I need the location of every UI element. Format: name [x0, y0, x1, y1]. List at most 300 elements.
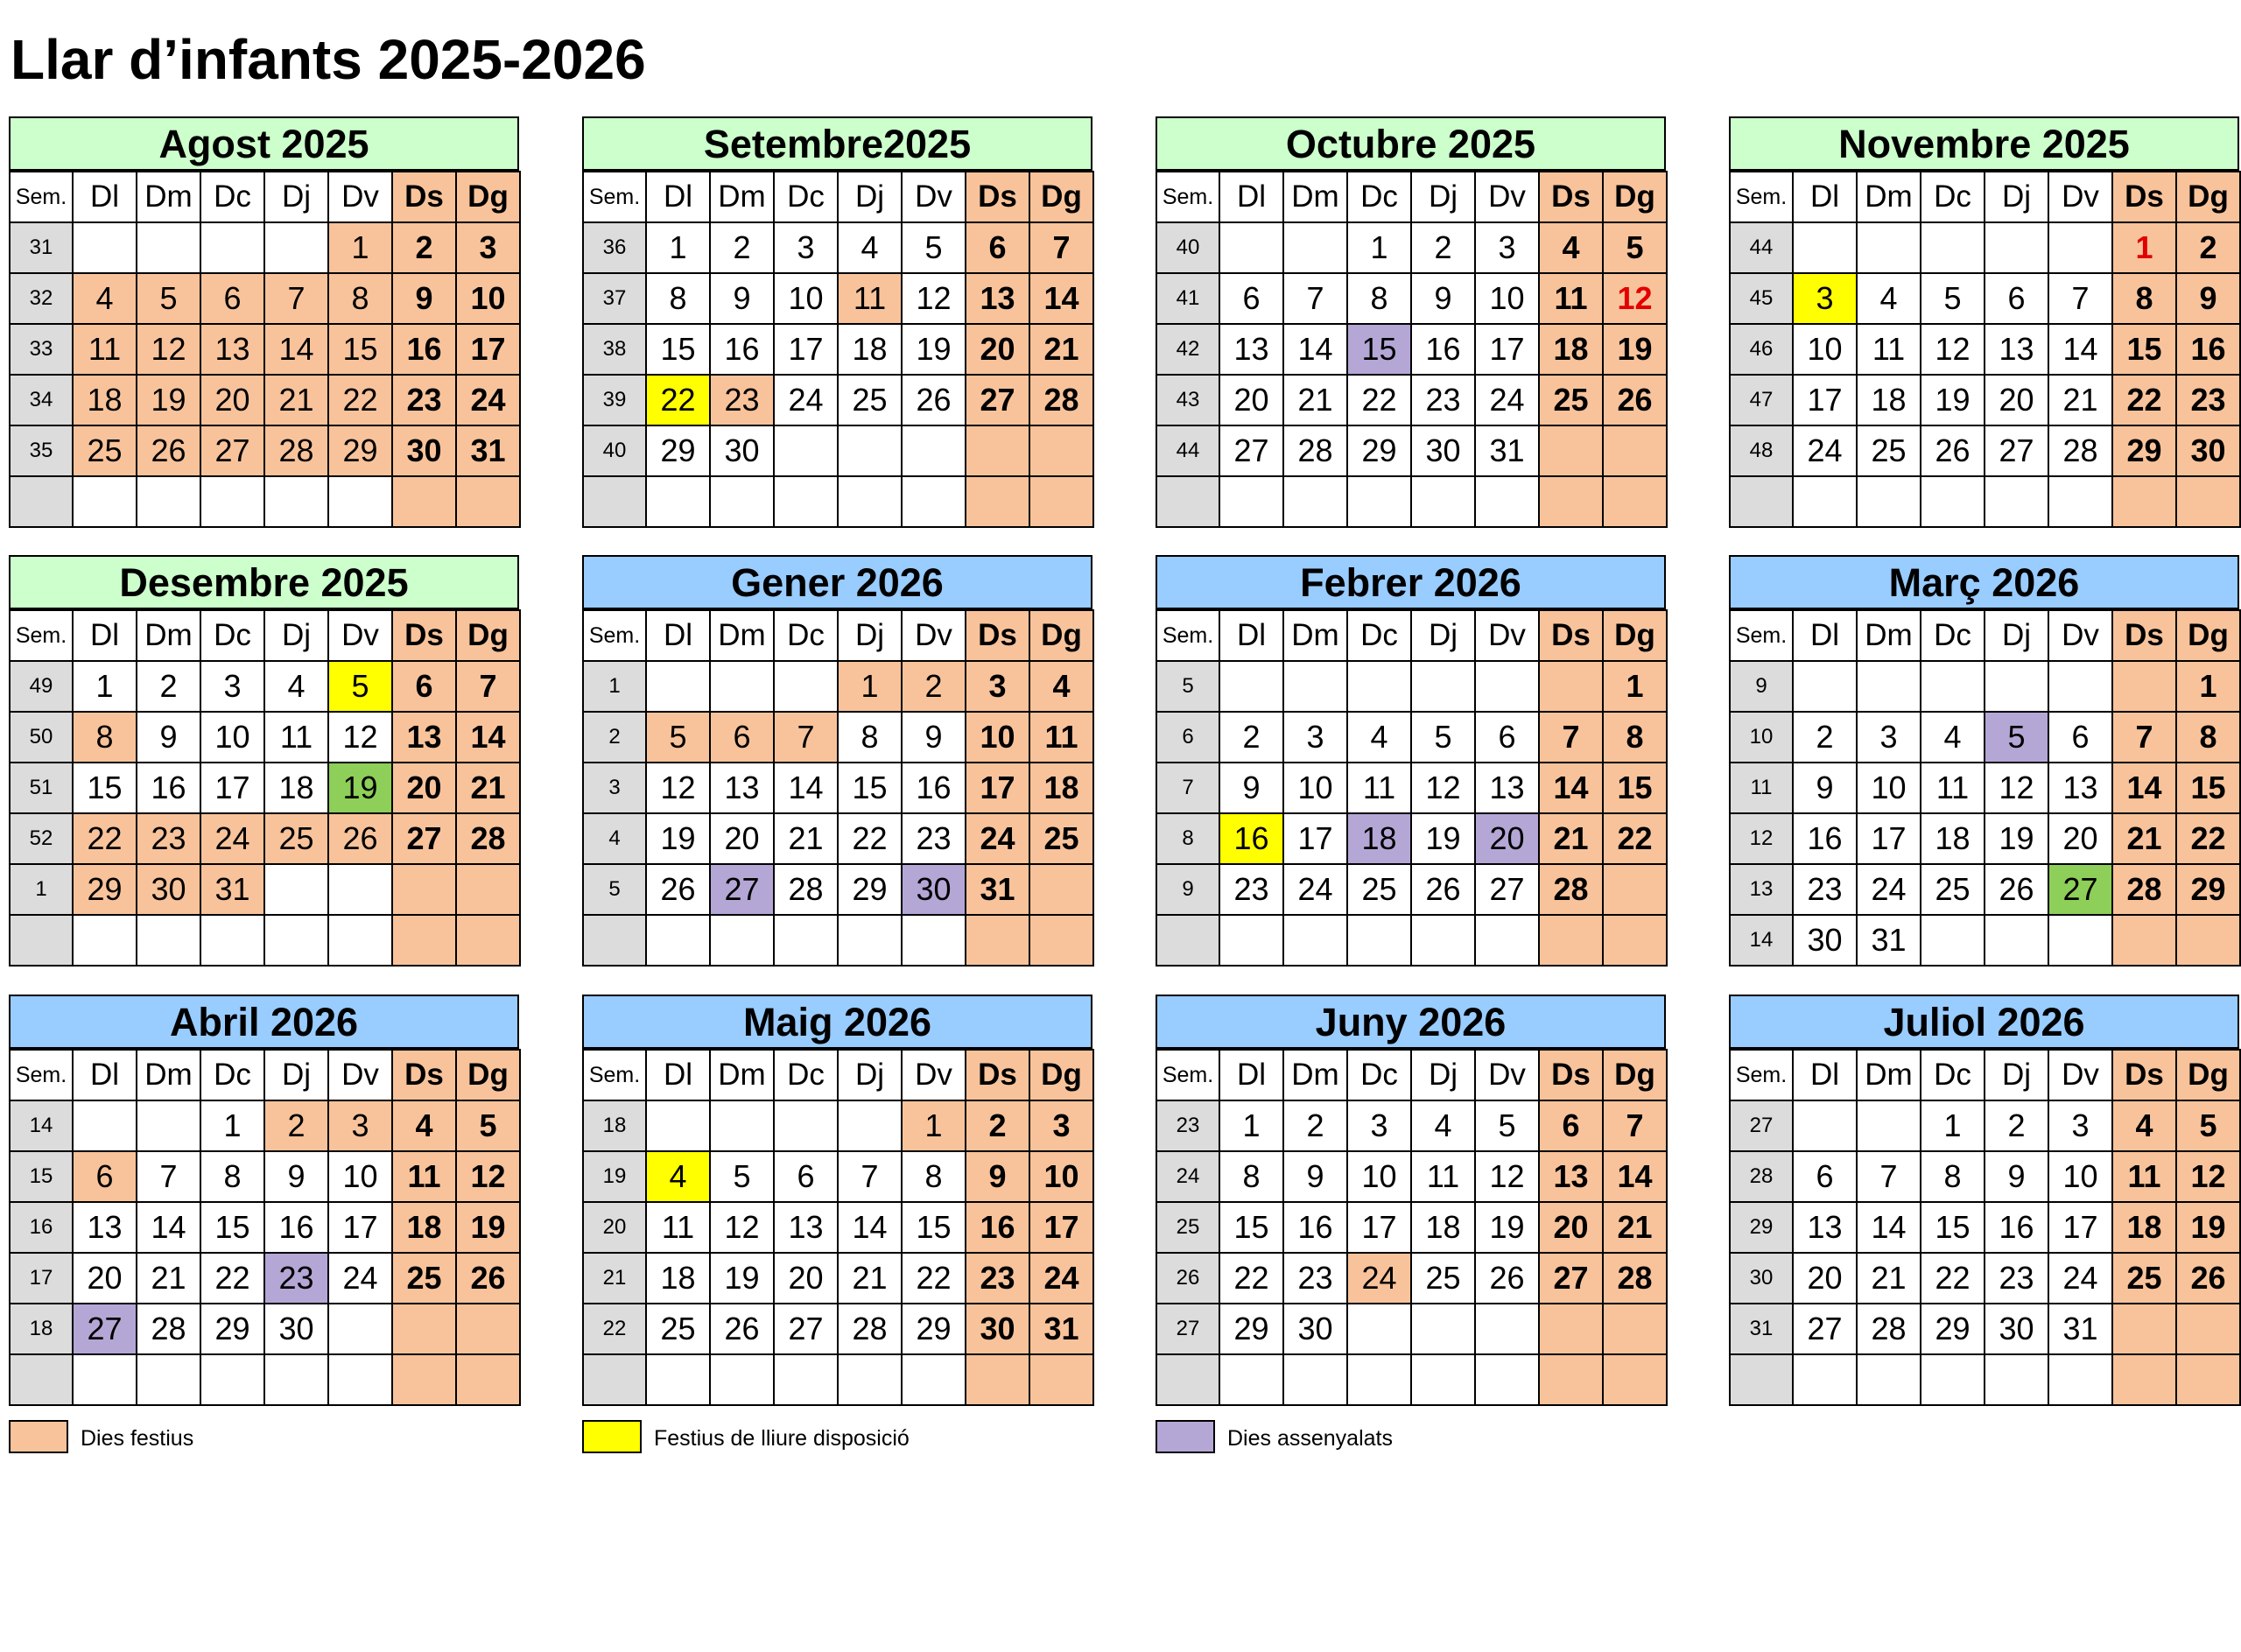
week-row — [1156, 476, 1667, 527]
day-cell: 14 — [264, 324, 328, 375]
day-cell: 6 — [966, 222, 1029, 273]
day-cell: 28 — [1283, 425, 1347, 476]
day-cell: 5 — [1985, 712, 2048, 763]
weekday-header: Dv — [2048, 172, 2112, 222]
day-cell: 1 — [1921, 1100, 1985, 1151]
week-row — [1156, 661, 1667, 712]
week-row — [1730, 375, 2240, 425]
week-row — [10, 222, 520, 273]
day-cell: 11 — [838, 273, 902, 324]
month-title: Juny 2026 — [1156, 995, 1666, 1049]
day-cell: 17 — [1347, 1202, 1411, 1253]
weekday-header-row — [1156, 1050, 1667, 1100]
day-cell: 11 — [2112, 1151, 2176, 1202]
month-days-table — [1156, 171, 1668, 528]
week-number: 8 — [1156, 813, 1219, 864]
day-cell: 30 — [902, 864, 966, 915]
day-cell: 22 — [1347, 375, 1411, 425]
week-row — [1730, 712, 2240, 763]
empty-day-cell — [1921, 1354, 1985, 1405]
day-cell: 28 — [2112, 864, 2176, 915]
week-number: 11 — [1730, 763, 1793, 813]
weekday-header: Dg — [2176, 1050, 2240, 1100]
day-cell: 17 — [328, 1202, 392, 1253]
day-cell: 18 — [646, 1253, 710, 1304]
day-cell: 2 — [1219, 712, 1283, 763]
week-number: 22 — [583, 1304, 646, 1354]
week-row — [1730, 1253, 2240, 1304]
day-cell: 26 — [902, 375, 966, 425]
day-cell: 7 — [1029, 222, 1093, 273]
empty-day-cell — [2176, 476, 2240, 527]
day-cell: 8 — [73, 712, 137, 763]
empty-day-cell — [710, 1100, 774, 1151]
week-number: 6 — [1156, 712, 1219, 763]
day-cell: 23 — [1985, 1253, 2048, 1304]
week-row — [1730, 324, 2240, 375]
day-cell: 9 — [1283, 1151, 1347, 1202]
day-cell: 16 — [2176, 324, 2240, 375]
day-cell: 27 — [1475, 864, 1539, 915]
day-cell: 15 — [1219, 1202, 1283, 1253]
empty-day-cell — [1603, 1304, 1667, 1354]
empty-day-cell — [1411, 915, 1475, 966]
empty-day-cell — [1603, 1354, 1667, 1405]
empty-day-cell — [1411, 476, 1475, 527]
day-cell: 10 — [1793, 324, 1857, 375]
weekday-header: Dv — [902, 1050, 966, 1100]
day-cell: 30 — [710, 425, 774, 476]
day-cell: 12 — [646, 763, 710, 813]
day-cell: 1 — [838, 661, 902, 712]
week-number: 23 — [1156, 1100, 1219, 1151]
day-cell: 17 — [1475, 324, 1539, 375]
empty-day-cell — [264, 864, 328, 915]
week-row — [1156, 1151, 1667, 1202]
week-number: 40 — [1156, 222, 1219, 273]
month-days-table — [9, 609, 521, 967]
day-cell: 20 — [1539, 1202, 1603, 1253]
empty-day-cell — [1219, 1354, 1283, 1405]
legend-label: Festius de lliure disposició — [654, 1426, 910, 1451]
empty-day-cell — [1283, 915, 1347, 966]
empty-day-cell — [710, 1354, 774, 1405]
day-cell: 3 — [328, 1100, 392, 1151]
month-title: Novembre 2025 — [1729, 116, 2239, 171]
day-cell: 13 — [774, 1202, 838, 1253]
day-cell: 10 — [456, 273, 520, 324]
week-number — [1156, 915, 1219, 966]
day-cell: 27 — [2048, 864, 2112, 915]
empty-day-cell — [710, 661, 774, 712]
week-number: 20 — [583, 1202, 646, 1253]
day-cell: 13 — [1985, 324, 2048, 375]
empty-day-cell — [1985, 915, 2048, 966]
day-cell: 12 — [1921, 324, 1985, 375]
weekday-header: Dj — [838, 610, 902, 661]
empty-day-cell — [774, 661, 838, 712]
week-row — [1730, 661, 2240, 712]
empty-day-cell — [73, 1100, 137, 1151]
empty-day-cell — [73, 476, 137, 527]
day-cell: 19 — [1603, 324, 1667, 375]
day-cell: 10 — [1347, 1151, 1411, 1202]
week-row — [10, 375, 520, 425]
empty-day-cell — [1219, 222, 1283, 273]
weekday-header: Dj — [1411, 610, 1475, 661]
week-row — [1156, 712, 1667, 763]
week-row — [1156, 915, 1667, 966]
empty-day-cell — [646, 915, 710, 966]
weekday-header: Dv — [328, 172, 392, 222]
empty-day-cell — [710, 915, 774, 966]
empty-day-cell — [1921, 661, 1985, 712]
day-cell: 3 — [456, 222, 520, 273]
day-cell: 20 — [966, 324, 1029, 375]
day-cell: 12 — [1603, 273, 1667, 324]
day-cell: 2 — [1793, 712, 1857, 763]
day-cell: 27 — [1985, 425, 2048, 476]
day-cell: 3 — [1029, 1100, 1093, 1151]
empty-day-cell — [2176, 1304, 2240, 1354]
week-number: 4 — [583, 813, 646, 864]
empty-day-cell — [1793, 1354, 1857, 1405]
week-number: 25 — [1156, 1202, 1219, 1253]
day-cell: 9 — [137, 712, 200, 763]
day-cell: 26 — [1411, 864, 1475, 915]
day-cell: 27 — [1219, 425, 1283, 476]
day-cell: 18 — [264, 763, 328, 813]
week-number: 27 — [1730, 1100, 1793, 1151]
empty-day-cell — [264, 222, 328, 273]
day-cell: 28 — [456, 813, 520, 864]
empty-day-cell — [1539, 476, 1603, 527]
empty-day-cell — [137, 476, 200, 527]
day-cell: 13 — [1219, 324, 1283, 375]
day-cell: 4 — [1347, 712, 1411, 763]
week-row — [583, 375, 1093, 425]
day-cell: 9 — [392, 273, 456, 324]
empty-day-cell — [137, 222, 200, 273]
day-cell: 2 — [710, 222, 774, 273]
week-number — [1156, 1354, 1219, 1405]
weekday-header: Dj — [1985, 1050, 2048, 1100]
day-cell: 27 — [1793, 1304, 1857, 1354]
week-row — [1156, 1253, 1667, 1304]
weekday-header: Dc — [1921, 610, 1985, 661]
empty-day-cell — [392, 1304, 456, 1354]
day-cell: 13 — [966, 273, 1029, 324]
day-cell: 25 — [264, 813, 328, 864]
empty-day-cell — [1029, 1354, 1093, 1405]
day-cell: 5 — [1603, 222, 1667, 273]
week-row — [1730, 1151, 2240, 1202]
day-cell: 23 — [1283, 1253, 1347, 1304]
empty-day-cell — [774, 1100, 838, 1151]
empty-day-cell — [1475, 1304, 1539, 1354]
day-cell: 8 — [1219, 1151, 1283, 1202]
day-cell: 12 — [328, 712, 392, 763]
day-cell: 29 — [73, 864, 137, 915]
day-cell: 13 — [392, 712, 456, 763]
month-days-table — [1156, 1049, 1668, 1406]
month-calendar — [1729, 555, 2239, 967]
day-cell: 5 — [902, 222, 966, 273]
day-cell: 5 — [710, 1151, 774, 1202]
day-cell: 23 — [392, 375, 456, 425]
week-row — [583, 476, 1093, 527]
week-row — [583, 712, 1093, 763]
day-cell: 19 — [328, 763, 392, 813]
day-cell: 9 — [1985, 1151, 2048, 1202]
day-cell: 6 — [1219, 273, 1283, 324]
day-cell: 21 — [1603, 1202, 1667, 1253]
week-row — [583, 915, 1093, 966]
day-cell: 29 — [838, 864, 902, 915]
week-row — [1730, 763, 2240, 813]
empty-day-cell — [1921, 222, 1985, 273]
day-cell: 30 — [966, 1304, 1029, 1354]
month-days-table — [1729, 171, 2241, 528]
day-cell: 8 — [200, 1151, 264, 1202]
week-row — [1730, 813, 2240, 864]
day-cell: 5 — [1475, 1100, 1539, 1151]
day-cell: 18 — [1029, 763, 1093, 813]
month-title: Gener 2026 — [582, 555, 1092, 609]
day-cell: 21 — [2112, 813, 2176, 864]
empty-day-cell — [838, 1100, 902, 1151]
week-number-header: Sem. — [583, 172, 646, 222]
empty-day-cell — [456, 1354, 520, 1405]
month-days-table — [1729, 1049, 2241, 1406]
day-cell: 31 — [2048, 1304, 2112, 1354]
month-days-table — [9, 171, 521, 528]
day-cell: 5 — [646, 712, 710, 763]
empty-day-cell — [838, 425, 902, 476]
weekday-header: Ds — [392, 1050, 456, 1100]
week-row — [583, 425, 1093, 476]
day-cell: 2 — [1985, 1100, 2048, 1151]
weekday-header-row — [10, 172, 520, 222]
weekday-header: Dg — [456, 172, 520, 222]
day-cell: 23 — [137, 813, 200, 864]
day-cell: 28 — [1603, 1253, 1667, 1304]
empty-day-cell — [1283, 222, 1347, 273]
empty-day-cell — [774, 476, 838, 527]
day-cell: 4 — [264, 661, 328, 712]
empty-day-cell — [2048, 1354, 2112, 1405]
empty-day-cell — [1347, 1354, 1411, 1405]
month-days-table — [1156, 609, 1668, 967]
day-cell: 1 — [1603, 661, 1667, 712]
day-cell: 7 — [456, 661, 520, 712]
day-cell: 12 — [137, 324, 200, 375]
empty-day-cell — [328, 1304, 392, 1354]
week-row — [583, 222, 1093, 273]
empty-day-cell — [1475, 661, 1539, 712]
empty-day-cell — [200, 915, 264, 966]
weekday-header: Dm — [1857, 172, 1921, 222]
day-cell: 4 — [1857, 273, 1921, 324]
weekday-header: Dg — [1029, 1050, 1093, 1100]
day-cell: 27 — [200, 425, 264, 476]
weekday-header: Ds — [966, 172, 1029, 222]
week-row — [1156, 1304, 1667, 1354]
weekday-header: Ds — [392, 172, 456, 222]
empty-day-cell — [392, 864, 456, 915]
week-number: 44 — [1730, 222, 1793, 273]
empty-day-cell — [2176, 1354, 2240, 1405]
day-cell: 24 — [2048, 1253, 2112, 1304]
weekday-header: Dg — [2176, 610, 2240, 661]
day-cell: 22 — [1921, 1253, 1985, 1304]
day-cell: 20 — [200, 375, 264, 425]
weekday-header-row — [1156, 610, 1667, 661]
weekday-header: Dv — [1475, 1050, 1539, 1100]
empty-day-cell — [1921, 476, 1985, 527]
day-cell: 19 — [1921, 375, 1985, 425]
empty-day-cell — [1475, 915, 1539, 966]
day-cell: 21 — [1857, 1253, 1921, 1304]
day-cell: 31 — [200, 864, 264, 915]
day-cell: 15 — [902, 1202, 966, 1253]
week-number — [583, 915, 646, 966]
day-cell: 5 — [328, 661, 392, 712]
week-number: 1 — [583, 661, 646, 712]
empty-day-cell — [1411, 661, 1475, 712]
empty-day-cell — [1347, 915, 1411, 966]
week-number: 42 — [1156, 324, 1219, 375]
weekday-header: Dj — [264, 610, 328, 661]
week-row — [1730, 273, 2240, 324]
day-cell: 16 — [1283, 1202, 1347, 1253]
week-row — [10, 1151, 520, 1202]
day-cell: 6 — [710, 712, 774, 763]
day-cell: 1 — [2176, 661, 2240, 712]
day-cell: 7 — [2048, 273, 2112, 324]
legend-swatch — [1156, 1420, 1215, 1453]
day-cell: 11 — [1921, 763, 1985, 813]
weekday-header: Dc — [200, 1050, 264, 1100]
weekday-header: Dl — [1219, 610, 1283, 661]
week-row — [583, 1202, 1093, 1253]
day-cell: 28 — [1029, 375, 1093, 425]
week-number-header: Sem. — [1156, 1050, 1219, 1100]
weekday-header: Dv — [1475, 610, 1539, 661]
day-cell: 25 — [838, 375, 902, 425]
empty-day-cell — [902, 915, 966, 966]
empty-day-cell — [1347, 476, 1411, 527]
day-cell: 29 — [2176, 864, 2240, 915]
empty-day-cell — [1793, 661, 1857, 712]
day-cell: 14 — [1603, 1151, 1667, 1202]
week-row — [1730, 1202, 2240, 1253]
week-row — [1156, 222, 1667, 273]
empty-day-cell — [966, 476, 1029, 527]
day-cell: 26 — [1985, 864, 2048, 915]
day-cell: 24 — [328, 1253, 392, 1304]
day-cell: 30 — [392, 425, 456, 476]
weekday-header: Dc — [200, 610, 264, 661]
day-cell: 10 — [1283, 763, 1347, 813]
day-cell: 23 — [902, 813, 966, 864]
day-cell: 9 — [710, 273, 774, 324]
weekday-header: Dl — [73, 1050, 137, 1100]
day-cell: 8 — [2176, 712, 2240, 763]
day-cell: 16 — [902, 763, 966, 813]
weekday-header: Dl — [646, 1050, 710, 1100]
day-cell: 7 — [1283, 273, 1347, 324]
day-cell: 18 — [1347, 813, 1411, 864]
day-cell: 13 — [2048, 763, 2112, 813]
day-cell: 13 — [1539, 1151, 1603, 1202]
day-cell: 6 — [1539, 1100, 1603, 1151]
day-cell: 28 — [838, 1304, 902, 1354]
day-cell: 11 — [392, 1151, 456, 1202]
day-cell: 4 — [1411, 1100, 1475, 1151]
week-number: 18 — [10, 1304, 73, 1354]
week-number: 37 — [583, 273, 646, 324]
empty-day-cell — [137, 915, 200, 966]
weekday-header-row — [1730, 610, 2240, 661]
day-cell: 20 — [2048, 813, 2112, 864]
empty-day-cell — [902, 476, 966, 527]
weekday-header: Dc — [774, 1050, 838, 1100]
empty-day-cell — [392, 915, 456, 966]
day-cell: 4 — [73, 273, 137, 324]
day-cell: 28 — [137, 1304, 200, 1354]
empty-day-cell — [200, 476, 264, 527]
week-number: 46 — [1730, 324, 1793, 375]
legend-swatch — [582, 1420, 642, 1453]
week-row — [1156, 425, 1667, 476]
day-cell: 23 — [710, 375, 774, 425]
empty-day-cell — [1539, 1304, 1603, 1354]
week-row — [583, 1304, 1093, 1354]
weekday-header: Dc — [1347, 610, 1411, 661]
month-days-table — [1729, 609, 2241, 967]
day-cell: 20 — [1793, 1253, 1857, 1304]
day-cell: 3 — [1793, 273, 1857, 324]
week-number: 17 — [10, 1253, 73, 1304]
week-number — [583, 476, 646, 527]
empty-day-cell — [966, 425, 1029, 476]
day-cell: 18 — [1539, 324, 1603, 375]
month-calendar — [1729, 116, 2239, 528]
day-cell: 1 — [73, 661, 137, 712]
day-cell: 30 — [264, 1304, 328, 1354]
day-cell: 5 — [1921, 273, 1985, 324]
day-cell: 31 — [1029, 1304, 1093, 1354]
day-cell: 13 — [73, 1202, 137, 1253]
day-cell: 21 — [1029, 324, 1093, 375]
weekday-header: Dj — [264, 1050, 328, 1100]
day-cell: 20 — [1985, 375, 2048, 425]
weekday-header: Dv — [902, 172, 966, 222]
week-number: 13 — [1730, 864, 1793, 915]
week-row — [1730, 1354, 2240, 1405]
empty-day-cell — [456, 864, 520, 915]
empty-day-cell — [1283, 1354, 1347, 1405]
weekday-header: Dv — [2048, 610, 2112, 661]
day-cell: 26 — [710, 1304, 774, 1354]
day-cell: 6 — [1793, 1151, 1857, 1202]
weekday-header: Dm — [710, 1050, 774, 1100]
day-cell: 7 — [137, 1151, 200, 1202]
day-cell: 20 — [1219, 375, 1283, 425]
empty-day-cell — [1857, 1100, 1921, 1151]
day-cell: 7 — [2112, 712, 2176, 763]
